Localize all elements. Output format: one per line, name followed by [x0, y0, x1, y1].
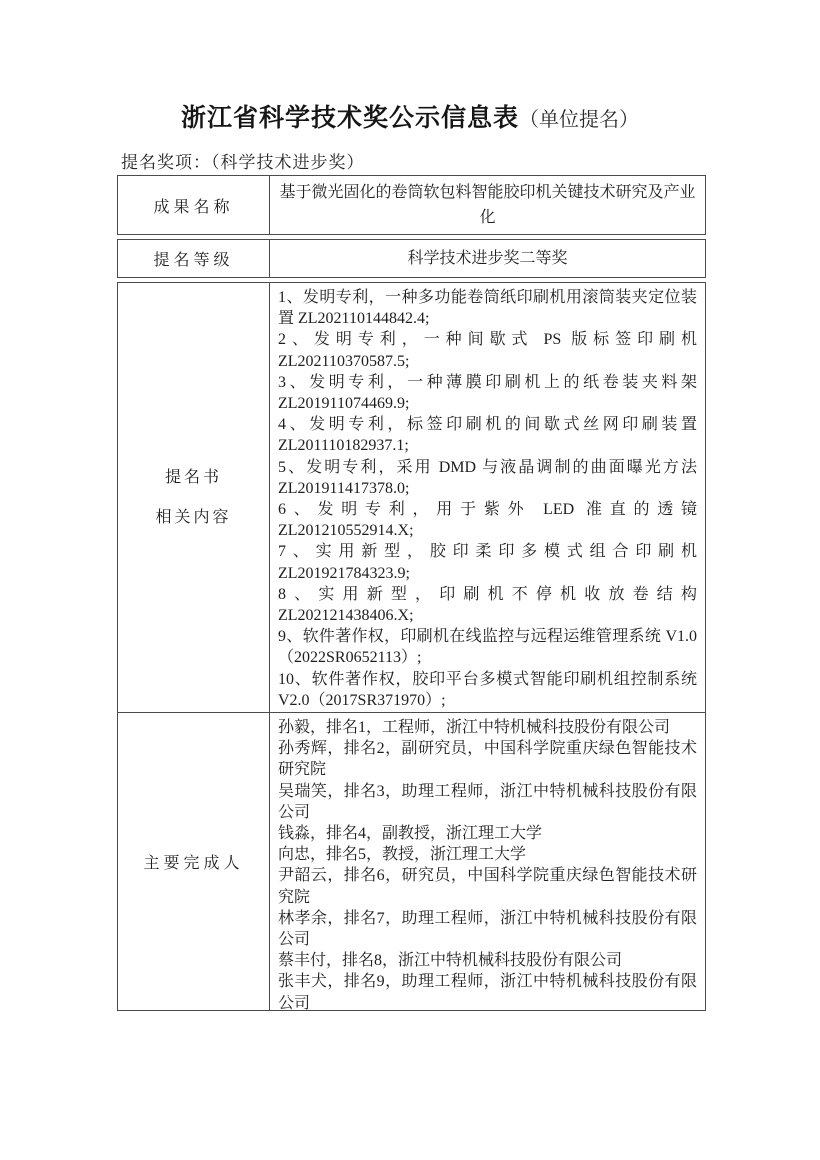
- patent-item: 1、发明专利，一种多功能卷筒纸印刷机用滚筒装夹定位装置 ZL202110144842.4;: [278, 289, 697, 328]
- patent-item: 2、发明专利，一种间歇式 PS 版标签印刷机 ZL202110370587.5;: [278, 331, 697, 370]
- patent-item: 8、实用新型，印刷机不停机收放卷结构 ZL202121438406.X;: [278, 585, 697, 625]
- result-name-label: 成果名称: [118, 176, 270, 234]
- page-title: [0, 98, 820, 134]
- award-category-line: 提名奖项：（科学技术进步奖）: [121, 153, 365, 172]
- completer-item: 钱淼，排名4，副教授，浙江理工大学: [278, 825, 543, 843]
- info-table: [117, 175, 706, 1011]
- nomination-grade-label: 提名等级: [118, 240, 270, 277]
- patent-list: [270, 283, 705, 712]
- table-row-nomination-grade: [117, 239, 706, 278]
- patent-item: 10、软件著作权，胶印平台多模式智能印刷机组控制系统 V2.0（2017SR371970）;: [278, 670, 697, 709]
- completer-item: 孙秀辉，排名2，副研究员，中国科学院重庆绿色智能技术研究院: [278, 740, 697, 779]
- page-title-main: 浙江省科学技术奖公示信息表: [180, 104, 519, 132]
- nomination-content-label: [118, 283, 270, 712]
- table-row-result-name: [117, 175, 706, 235]
- completer-item: 向忠，排名5，教授，浙江理工大学: [278, 846, 527, 864]
- patent-item: 5、发明专利，采用 DMD 与液晶调制的曲面曝光方法 ZL201911417378.0;: [278, 458, 697, 497]
- completer-item: 张丰犬，排名9，助理工程师，浙江中特机械科技股份有限公司: [278, 973, 697, 1012]
- nomination-content-label-line1: 提名书: [164, 468, 222, 486]
- result-name-value: 基于微光固化的卷筒软包料智能胶印机关键技术研究及产业化: [279, 184, 696, 226]
- completer-item: 尹韶云，排名6，研究员，中国科学院重庆绿色智能技术研究院: [278, 867, 697, 906]
- patent-item: 7、实用新型，胶印柔印多模式组合印刷机 ZL201921784323.9;: [278, 543, 697, 582]
- table-lower-section: [117, 282, 706, 1011]
- patent-item: 3、发明专利，一种薄膜印刷机上的纸卷装夹料架 ZL201911074469.9;: [278, 373, 697, 413]
- nomination-grade-value: 科学技术进步奖二等奖: [407, 250, 568, 267]
- patent-item: 4、发明专利，标签印刷机的间歇式丝网印刷装置 ZL201110182937.1;: [278, 416, 697, 455]
- patent-item: 6、发明专利，用于紫外 LED 准直的透镜 ZL201210552914.X;: [278, 501, 697, 540]
- table-row-nomination-content: [118, 283, 705, 712]
- completer-item: 吴瑞笑，排名3，助理工程师，浙江中特机械科技股份有限公司: [278, 782, 697, 821]
- patent-item: 9、软件著作权，印刷机在线监控与远程运维管理系统 V1.0（2022SR0652113）;: [278, 628, 697, 667]
- completer-item: 蔡丰付，排名8，浙江中特机械科技股份有限公司: [278, 952, 623, 970]
- page-title-paren: （单位提名）: [519, 109, 639, 131]
- nomination-content-label-line2: 相关内容: [155, 508, 232, 526]
- table-row-main-completers: [118, 712, 705, 1010]
- completer-item: 孙毅，排名1，工程师，浙江中特机械科技股份有限公司: [278, 719, 671, 736]
- main-completers-label: 主要完成人: [118, 713, 270, 1010]
- completer-list: [270, 713, 705, 1010]
- completer-item: 林孝余，排名7，助理工程师，浙江中特机械科技股份有限公司: [278, 909, 697, 949]
